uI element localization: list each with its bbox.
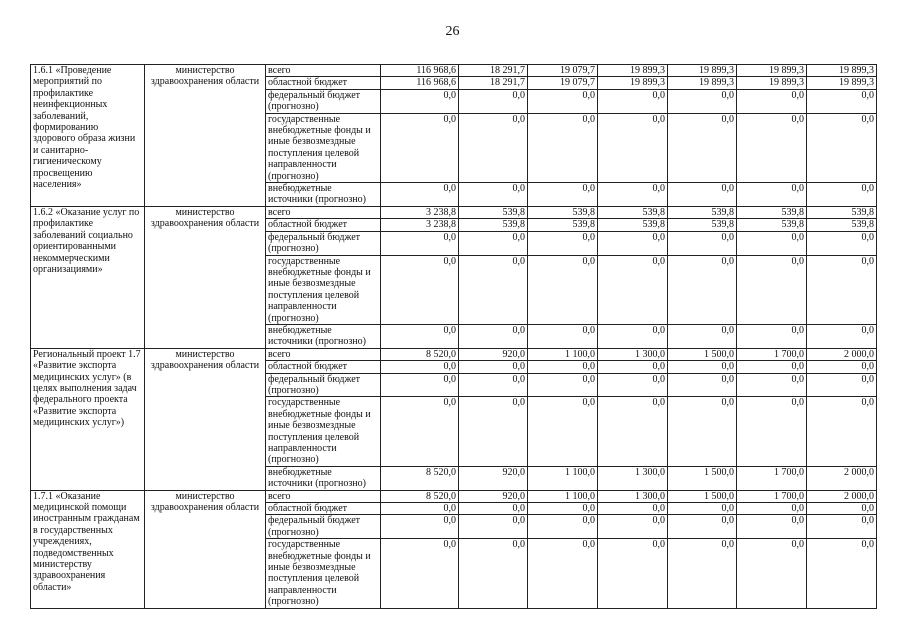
amount-cell: 539,8: [459, 219, 528, 231]
amount-cell: 0,0: [807, 361, 877, 373]
amount-cell: 0,0: [807, 324, 877, 348]
amount-cell: 0,0: [459, 113, 528, 182]
funding-source: государственные внебюджетные фонды и иные безвозмездные поступления целевой направленности (прогнозно): [266, 539, 381, 608]
amount-cell: 0,0: [598, 539, 668, 608]
amount-cell: 0,0: [598, 361, 668, 373]
amount-cell: 0,0: [807, 373, 877, 397]
table-row: [31, 348, 877, 360]
responsible-org: министерство здравоохранения области: [145, 490, 266, 608]
table-row: [31, 206, 877, 218]
funding-source: областной бюджет: [266, 361, 381, 373]
amount-cell: 1 700,0: [737, 466, 807, 490]
activity-name: Региональный проект 1.7 «Развитие экспорта медицинских услуг» (в целях выполнения задач федерального проекта «Развитие экспорта медицинских услуг»): [31, 348, 145, 490]
amount-cell: 0,0: [459, 255, 528, 324]
amount-cell: 0,0: [459, 89, 528, 113]
amount-cell: 0,0: [807, 231, 877, 255]
amount-cell: 1 100,0: [528, 466, 598, 490]
amount-cell: 0,0: [459, 397, 528, 466]
amount-cell: 0,0: [381, 113, 459, 182]
amount-cell: 0,0: [381, 515, 459, 539]
amount-cell: 920,0: [459, 348, 528, 360]
amount-cell: 0,0: [598, 113, 668, 182]
amount-cell: 0,0: [381, 373, 459, 397]
amount-cell: 539,8: [528, 206, 598, 218]
amount-cell: 0,0: [381, 361, 459, 373]
activity-name: 1.7.1 «Оказание медицинской помощи иностранным гражданам в государственных учреждениях, подведомственных министерству здравоохранения области»: [31, 490, 145, 608]
amount-cell: 0,0: [807, 539, 877, 608]
funding-source: областной бюджет: [266, 219, 381, 231]
amount-cell: 0,0: [737, 113, 807, 182]
amount-cell: 0,0: [528, 183, 598, 207]
amount-cell: 3 238,8: [381, 206, 459, 218]
amount-cell: 539,8: [807, 206, 877, 218]
amount-cell: 539,8: [459, 206, 528, 218]
amount-cell: 19 079,7: [528, 77, 598, 89]
amount-cell: 0,0: [381, 324, 459, 348]
amount-cell: 0,0: [668, 183, 737, 207]
amount-cell: 19 899,3: [598, 77, 668, 89]
responsible-org: министерство здравоохранения области: [145, 348, 266, 490]
amount-cell: 1 300,0: [598, 490, 668, 502]
amount-cell: 8 520,0: [381, 348, 459, 360]
funding-source: внебюджетные источники (прогнозно): [266, 324, 381, 348]
amount-cell: 19 899,3: [737, 77, 807, 89]
amount-cell: 0,0: [598, 183, 668, 207]
amount-cell: 0,0: [459, 231, 528, 255]
funding-source: государственные внебюджетные фонды и иные безвозмездные поступления целевой направленности (прогнозно): [266, 113, 381, 182]
amount-cell: 0,0: [528, 113, 598, 182]
amount-cell: 18 291,7: [459, 65, 528, 77]
amount-cell: 19 899,3: [598, 65, 668, 77]
amount-cell: 0,0: [807, 515, 877, 539]
amount-cell: 0,0: [381, 231, 459, 255]
funding-table: [30, 64, 877, 609]
amount-cell: 0,0: [528, 539, 598, 608]
amount-cell: 539,8: [737, 219, 807, 231]
amount-cell: 0,0: [598, 515, 668, 539]
funding-source: государственные внебюджетные фонды и иные безвозмездные поступления целевой направленности (прогнозно): [266, 255, 381, 324]
funding-source: федеральный бюджет (прогнозно): [266, 373, 381, 397]
amount-cell: 0,0: [381, 539, 459, 608]
amount-cell: 1 500,0: [668, 466, 737, 490]
amount-cell: 0,0: [381, 183, 459, 207]
amount-cell: 0,0: [668, 373, 737, 397]
amount-cell: 0,0: [737, 515, 807, 539]
amount-cell: 539,8: [668, 206, 737, 218]
amount-cell: 539,8: [598, 206, 668, 218]
amount-cell: 0,0: [737, 324, 807, 348]
amount-cell: 920,0: [459, 490, 528, 502]
amount-cell: 0,0: [528, 255, 598, 324]
funding-source: внебюджетные источники (прогнозно): [266, 466, 381, 490]
amount-cell: 0,0: [668, 324, 737, 348]
amount-cell: 1 700,0: [737, 490, 807, 502]
amount-cell: 539,8: [807, 219, 877, 231]
amount-cell: 0,0: [598, 397, 668, 466]
amount-cell: 0,0: [528, 397, 598, 466]
amount-cell: 1 500,0: [668, 490, 737, 502]
amount-cell: 0,0: [381, 89, 459, 113]
amount-cell: 0,0: [459, 503, 528, 515]
amount-cell: 1 700,0: [737, 348, 807, 360]
amount-cell: 1 300,0: [598, 348, 668, 360]
amount-cell: 1 300,0: [598, 466, 668, 490]
amount-cell: 0,0: [528, 89, 598, 113]
funding-source: всего: [266, 65, 381, 77]
amount-cell: 0,0: [528, 373, 598, 397]
amount-cell: 0,0: [807, 89, 877, 113]
funding-source: федеральный бюджет (прогнозно): [266, 231, 381, 255]
amount-cell: 0,0: [737, 539, 807, 608]
amount-cell: 19 899,3: [737, 65, 807, 77]
amount-cell: 0,0: [668, 503, 737, 515]
amount-cell: 0,0: [737, 361, 807, 373]
amount-cell: 0,0: [381, 503, 459, 515]
amount-cell: 0,0: [598, 89, 668, 113]
amount-cell: 1 500,0: [668, 348, 737, 360]
amount-cell: 0,0: [807, 113, 877, 182]
amount-cell: 116 968,6: [381, 77, 459, 89]
amount-cell: 2 000,0: [807, 490, 877, 502]
amount-cell: 0,0: [459, 183, 528, 207]
amount-cell: 0,0: [598, 231, 668, 255]
responsible-org: министерство здравоохранения области: [145, 65, 266, 207]
amount-cell: 0,0: [598, 373, 668, 397]
amount-cell: 18 291,7: [459, 77, 528, 89]
amount-cell: 8 520,0: [381, 490, 459, 502]
amount-cell: 0,0: [381, 397, 459, 466]
amount-cell: 0,0: [668, 113, 737, 182]
amount-cell: 0,0: [459, 515, 528, 539]
amount-cell: 8 520,0: [381, 466, 459, 490]
amount-cell: 0,0: [459, 373, 528, 397]
amount-cell: 2 000,0: [807, 466, 877, 490]
amount-cell: 1 100,0: [528, 348, 598, 360]
amount-cell: 19 079,7: [528, 65, 598, 77]
amount-cell: 0,0: [528, 515, 598, 539]
amount-cell: 539,8: [668, 219, 737, 231]
amount-cell: 19 899,3: [668, 77, 737, 89]
amount-cell: 0,0: [668, 515, 737, 539]
amount-cell: 3 238,8: [381, 219, 459, 231]
amount-cell: 0,0: [459, 324, 528, 348]
table-row: [31, 490, 877, 502]
amount-cell: 0,0: [598, 324, 668, 348]
amount-cell: 0,0: [528, 503, 598, 515]
amount-cell: 0,0: [459, 539, 528, 608]
amount-cell: 0,0: [737, 231, 807, 255]
table-row: [31, 65, 877, 77]
funding-source: государственные внебюджетные фонды и иные безвозмездные поступления целевой направленности (прогнозно): [266, 397, 381, 466]
amount-cell: 920,0: [459, 466, 528, 490]
amount-cell: 0,0: [668, 397, 737, 466]
amount-cell: 0,0: [807, 255, 877, 324]
funding-source: всего: [266, 348, 381, 360]
amount-cell: 0,0: [528, 324, 598, 348]
funding-source: областной бюджет: [266, 77, 381, 89]
funding-source: внебюджетные источники (прогнозно): [266, 183, 381, 207]
funding-source: всего: [266, 206, 381, 218]
amount-cell: 539,8: [598, 219, 668, 231]
amount-cell: 0,0: [381, 255, 459, 324]
amount-cell: 0,0: [807, 503, 877, 515]
amount-cell: 0,0: [598, 255, 668, 324]
amount-cell: 0,0: [807, 183, 877, 207]
amount-cell: 19 899,3: [807, 65, 877, 77]
amount-cell: 0,0: [737, 397, 807, 466]
activity-name: 1.6.2 «Оказание услуг по профилактике заболеваний социально ориентированными некоммерческими организациями»: [31, 206, 145, 348]
funding-source: федеральный бюджет (прогнозно): [266, 89, 381, 113]
amount-cell: 0,0: [598, 503, 668, 515]
amount-cell: 2 000,0: [807, 348, 877, 360]
amount-cell: 0,0: [737, 183, 807, 207]
amount-cell: 0,0: [737, 503, 807, 515]
amount-cell: 0,0: [459, 361, 528, 373]
amount-cell: 539,8: [528, 219, 598, 231]
amount-cell: 0,0: [668, 255, 737, 324]
amount-cell: 19 899,3: [668, 65, 737, 77]
amount-cell: 116 968,6: [381, 65, 459, 77]
responsible-org: министерство здравоохранения области: [145, 206, 266, 348]
amount-cell: 0,0: [807, 397, 877, 466]
page-number: 26: [445, 24, 460, 39]
funding-source: федеральный бюджет (прогнозно): [266, 515, 381, 539]
amount-cell: 0,0: [668, 89, 737, 113]
amount-cell: 0,0: [668, 361, 737, 373]
amount-cell: 0,0: [528, 231, 598, 255]
amount-cell: 0,0: [528, 361, 598, 373]
funding-source: областной бюджет: [266, 503, 381, 515]
funding-source: всего: [266, 490, 381, 502]
amount-cell: 0,0: [737, 255, 807, 324]
amount-cell: 0,0: [737, 89, 807, 113]
amount-cell: 0,0: [668, 539, 737, 608]
amount-cell: 0,0: [668, 231, 737, 255]
activity-name: 1.6.1 «Проведение мероприятий по профилактике неинфекционных заболеваний, формированию здорового образа жизни и санитарно-гигиеническому просвещению населения»: [31, 65, 145, 207]
amount-cell: 539,8: [737, 206, 807, 218]
amount-cell: 19 899,3: [807, 77, 877, 89]
amount-cell: 1 100,0: [528, 490, 598, 502]
amount-cell: 0,0: [737, 373, 807, 397]
